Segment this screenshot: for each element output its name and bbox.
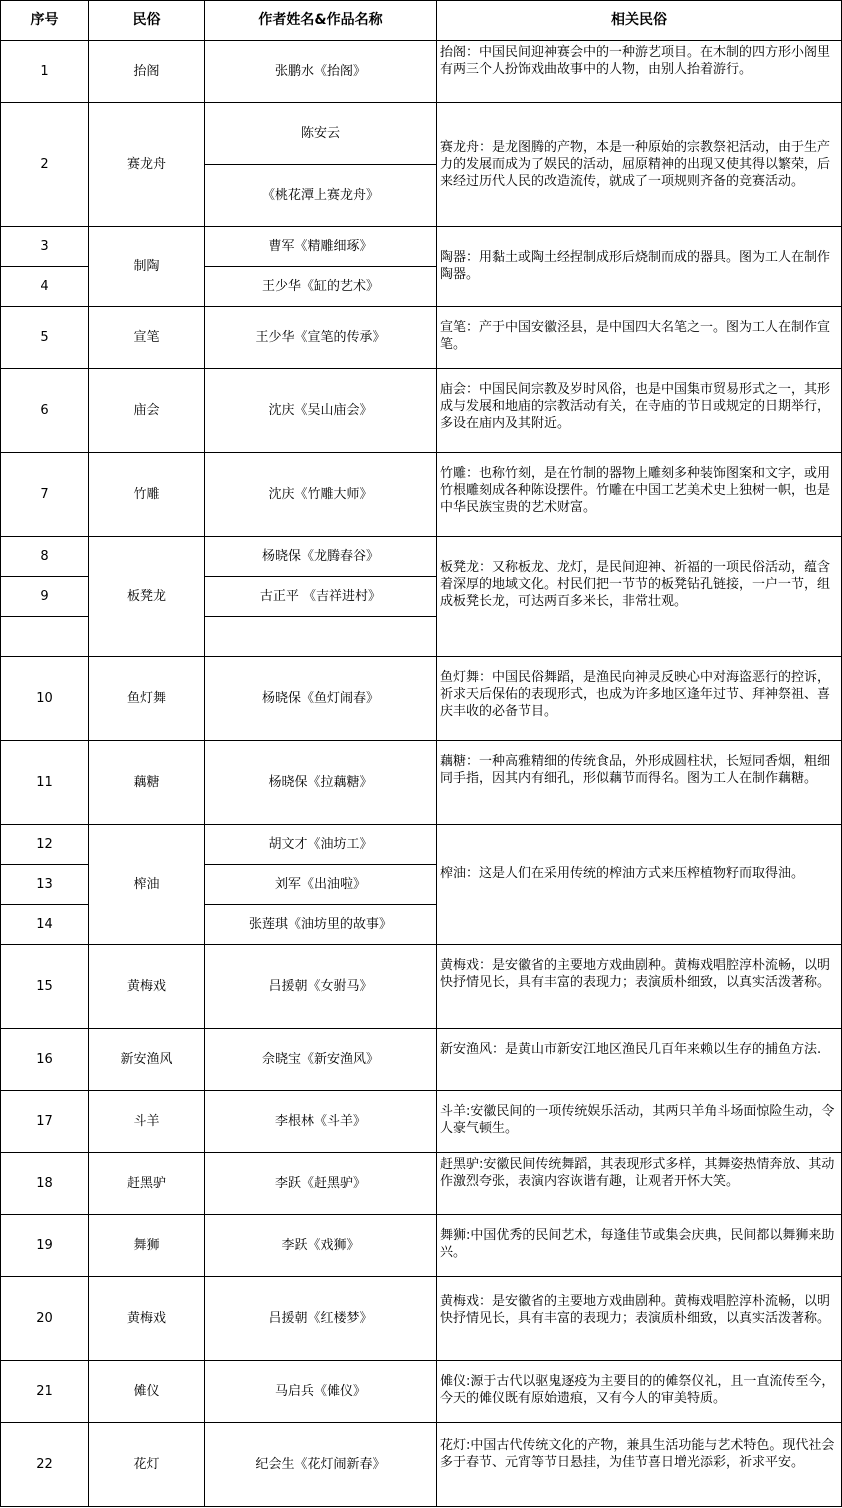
author-work: 王少华《缸的艺术》 [205,267,437,307]
custom-description: 斗羊:安徽民间的一项传统娱乐活动，其两只羊角斗场面惊险生动，令人豪气顿生。 [437,1091,842,1153]
table-row [1,453,842,537]
table-row [1,537,842,577]
author-work: 李跃《戏狮》 [205,1215,437,1277]
author-work: 李根林《斗羊》 [205,1091,437,1153]
table-row [1,741,842,825]
table-row [1,1423,842,1507]
custom-description: 新安渔风：是黄山市新安江地区渔民几百年来赖以生存的捕鱼方法. [437,1029,842,1091]
author-work: 佘晓宝《新安渔风》 [205,1029,437,1091]
row-number: 20 [1,1277,89,1361]
custom-description: 花灯:中国古代传统文化的产物，兼具生活功能与艺术特色。现代社会多于春节、元宵等节日悬挂，为佳节喜日增光添彩，祈求平安。 [437,1423,842,1507]
table-row [1,1215,842,1277]
row-number: 11 [1,741,89,825]
custom-description: 榨油：这是人们在采用传统的榨油方式来压榨植物籽而取得油。 [437,825,842,945]
table-row [1,1029,842,1091]
custom-description: 板凳龙：又称板龙、龙灯，是民间迎神、祈福的一项民俗活动，蕴含着深厚的地域文化。村民们把一节节的板凳钻孔链接，一户一节，组成板凳长龙，可达两百多米长，非常壮观。 [437,537,842,657]
table-row [1,1091,842,1153]
custom-name: 庙会 [89,369,205,453]
row-number: 7 [1,453,89,537]
author-work: 王少华《宣笔的传承》 [205,307,437,369]
header-custom: 民俗 [89,1,205,41]
custom-description: 黄梅戏：是安徽省的主要地方戏曲剧种。黄梅戏唱腔淳朴流畅，以明快抒情见长，具有丰富的表现力；表演质朴细致，以真实活泼著称。 [437,1277,842,1361]
author-work: 刘军《出油啦》 [205,865,437,905]
author-work: 陈安云 [205,103,437,165]
custom-name: 制陶 [89,227,205,307]
custom-name: 竹雕 [89,453,205,537]
custom-name: 赶黑驴 [89,1153,205,1215]
row-number: 13 [1,865,89,905]
row-number: 22 [1,1423,89,1507]
author-work: 胡文才《油坊工》 [205,825,437,865]
row-number: 16 [1,1029,89,1091]
table-row [1,227,842,267]
author-work: 沈庆《竹雕大师》 [205,453,437,537]
author-work: 古正平 《吉祥进村》 [205,577,437,617]
custom-name: 榨油 [89,825,205,945]
author-work: 杨晓保《拉藕糖》 [205,741,437,825]
custom-description: 赶黑驴:安徽民间传统舞蹈，其表现形式多样，其舞姿热情奔放、其动作激烈夸张，表演内容诙谐有趣，让观者开怀大笑。 [437,1153,842,1215]
table-row [1,945,842,1029]
header-author-work: 作者姓名&作品名称 [205,1,437,41]
custom-name: 赛龙舟 [89,103,205,227]
row-number: 12 [1,825,89,865]
row-number [1,617,89,657]
custom-description: 宣笔：产于中国安徽泾县，是中国四大名笔之一。图为工人在制作宣笔。 [437,307,842,369]
row-number: 18 [1,1153,89,1215]
custom-name: 板凳龙 [89,537,205,657]
author-work: 吕援朝《女驸马》 [205,945,437,1029]
header-number: 序号 [1,1,89,41]
table-row [1,1277,842,1361]
custom-name: 宣笔 [89,307,205,369]
row-number: 21 [1,1361,89,1423]
custom-description: 黄梅戏：是安徽省的主要地方戏曲剧种。黄梅戏唱腔淳朴流畅，以明快抒情见长，具有丰富的表现力；表演质朴细致，以真实活泼著称。 [437,945,842,1029]
custom-description: 傩仪:源于古代以驱鬼逐疫为主要目的的傩祭仪礼，且一直流传至今，今天的傩仪既有原始遗痕，又有今人的审美特质。 [437,1361,842,1423]
author-work: 吕援朝《红楼梦》 [205,1277,437,1361]
header-description: 相关民俗 [437,1,842,41]
table-row [1,369,842,453]
custom-name: 傩仪 [89,1361,205,1423]
row-number: 4 [1,267,89,307]
row-number: 19 [1,1215,89,1277]
custom-name: 斗羊 [89,1091,205,1153]
author-work: 曹军《精雕细琢》 [205,227,437,267]
row-number: 2 [1,103,89,227]
table-row [1,307,842,369]
custom-description: 陶器：用黏土或陶土经捏制成形后烧制而成的器具。图为工人在制作陶器。 [437,227,842,307]
row-number: 15 [1,945,89,1029]
custom-name: 抬阁 [89,41,205,103]
author-work: 纪会生《花灯闹新春》 [205,1423,437,1507]
row-number: 6 [1,369,89,453]
table-row [1,657,842,741]
custom-description: 庙会：中国民间宗教及岁时风俗，也是中国集市贸易形式之一，其形成与发展和地庙的宗教活动有关，在寺庙的节日或规定的日期举行，多设在庙内及其附近。 [437,369,842,453]
row-number: 8 [1,537,89,577]
custom-description: 赛龙舟：是龙图腾的产物，本是一种原始的宗教祭祀活动，由于生产力的发展而成为了娱民的活动，屈原精神的出现又使其得以繁荣，后来经过历代人民的改造流传，就成了一项规则齐备的竞赛活动。 [437,103,842,227]
row-number: 5 [1,307,89,369]
author-work: 张鹏水《抬阁》 [205,41,437,103]
author-work: 张莲琪《油坊里的故事》 [205,905,437,945]
row-number: 9 [1,577,89,617]
custom-description: 鱼灯舞：中国民俗舞蹈，是渔民向神灵反映心中对海盗恶行的控诉，祈求天后保佑的表现形式，也成为许多地区逢年过节、拜神祭祖、喜庆丰收的必备节目。 [437,657,842,741]
author-work: 沈庆《吴山庙会》 [205,369,437,453]
table-row [1,825,842,865]
custom-description: 抬阁：中国民间迎神赛会中的一种游艺项目。在木制的四方形小阁里有两三个人扮饰戏曲故事中的人物，由别人抬着游行。 [437,41,842,103]
custom-name: 黄梅戏 [89,945,205,1029]
author-work: 马启兵《傩仪》 [205,1361,437,1423]
row-number: 14 [1,905,89,945]
header-row [1,1,842,41]
custom-name: 鱼灯舞 [89,657,205,741]
table-row [1,1361,842,1423]
table-row [1,103,842,165]
row-number: 3 [1,227,89,267]
author-work [205,617,437,657]
row-number: 1 [1,41,89,103]
custom-name: 花灯 [89,1423,205,1507]
author-work: 《桃花潭上赛龙舟》 [205,165,437,227]
author-work: 杨晓保《鱼灯闹春》 [205,657,437,741]
author-work: 李跃《赶黑驴》 [205,1153,437,1215]
custom-description: 藕糖：一种高雅精细的传统食品，外形成圆柱状，长短同香烟，粗细同手指，因其内有细孔，形似藕节而得名。图为工人在制作藕糖。 [437,741,842,825]
author-work: 杨晓保《龙腾春谷》 [205,537,437,577]
table-row [1,1153,842,1215]
custom-name: 舞狮 [89,1215,205,1277]
table-row [1,41,842,103]
custom-description: 舞狮:中国优秀的民间艺术，每逢佳节或集会庆典，民间都以舞狮来助兴。 [437,1215,842,1277]
custom-name: 藕糖 [89,741,205,825]
row-number: 10 [1,657,89,741]
custom-description: 竹雕：也称竹刻，是在竹制的器物上雕刻多种装饰图案和文字，或用竹根雕刻成各种陈设摆件。竹雕在中国工艺美术史上独树一帜，也是中华民族宝贵的艺术财富。 [437,453,842,537]
row-number: 17 [1,1091,89,1153]
custom-name: 新安渔风 [89,1029,205,1091]
custom-name: 黄梅戏 [89,1277,205,1361]
